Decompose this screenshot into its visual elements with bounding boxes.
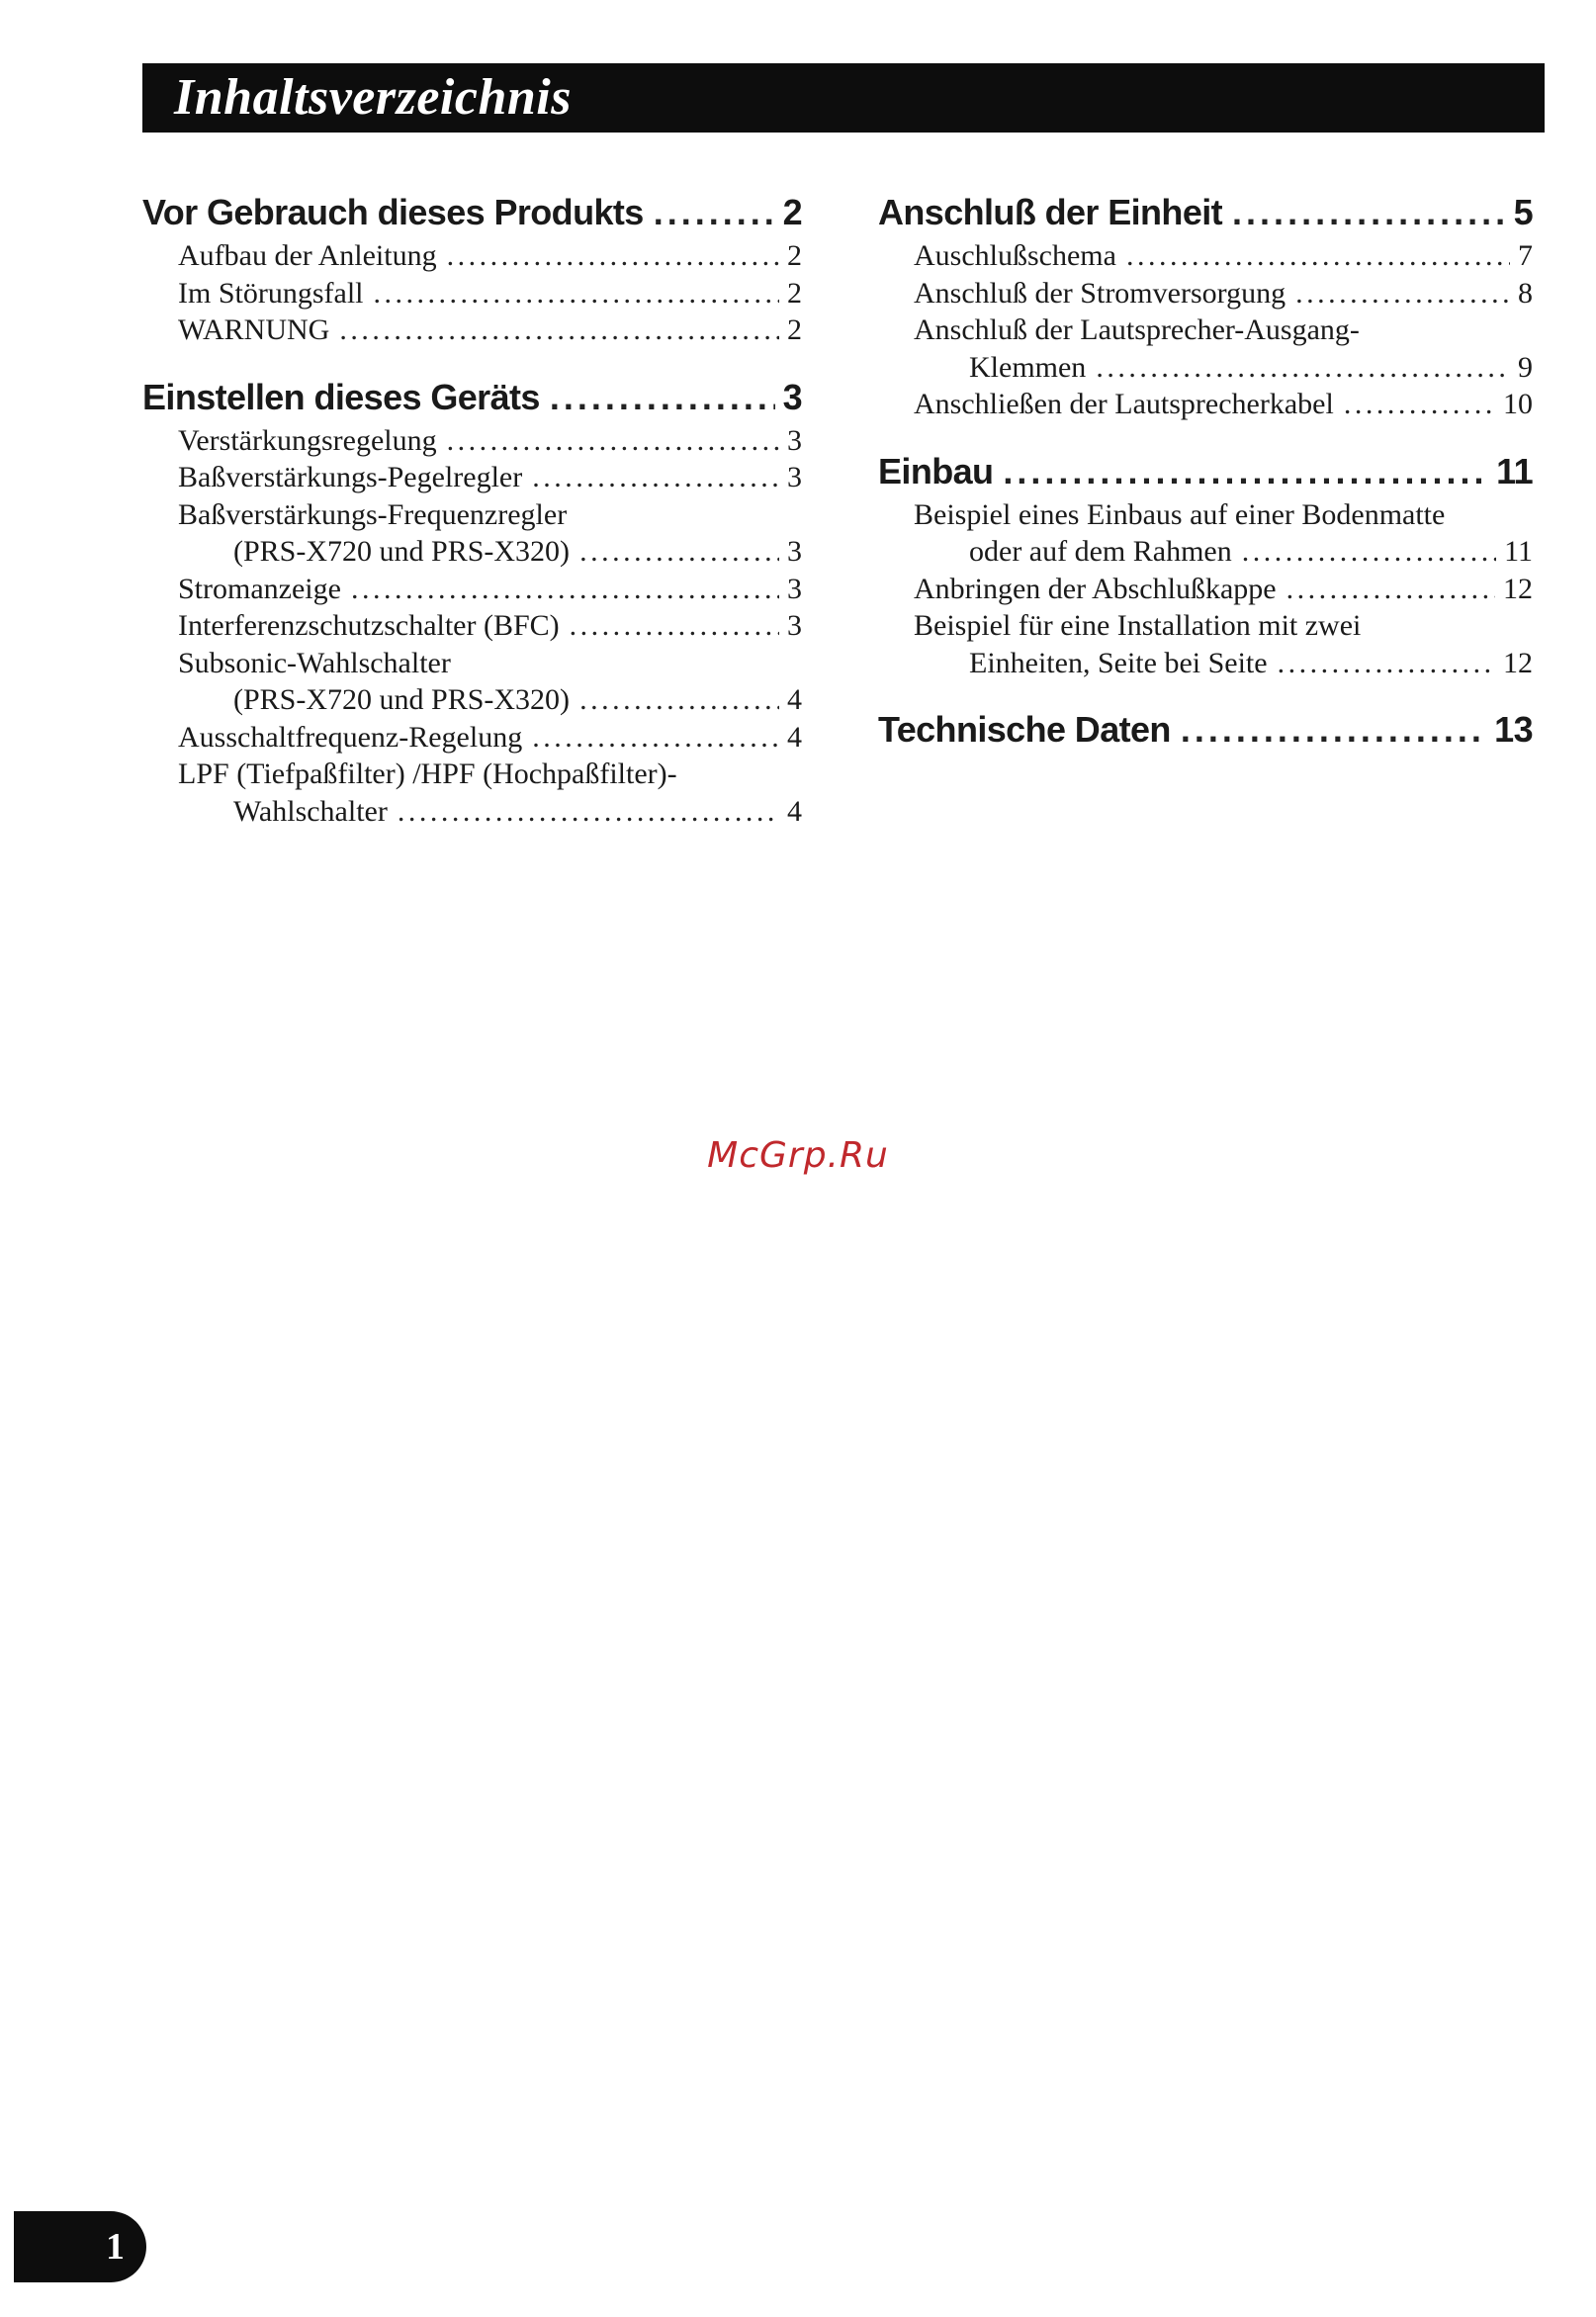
toc-entry-line <box>878 275 1533 312</box>
entry-page-number: 2 <box>787 239 802 272</box>
entry-page-number: 10 <box>1503 388 1533 420</box>
dot-leader <box>1181 705 1486 755</box>
entry-label: oder auf dem Rahmen <box>969 535 1232 568</box>
toc-entry[interactable] <box>142 422 802 460</box>
entry-page-number: 2 <box>787 313 802 346</box>
toc-section-heading[interactable] <box>142 373 802 422</box>
toc-entry[interactable] <box>878 312 1533 386</box>
section-page-number: 3 <box>782 376 802 417</box>
toc-entry-line <box>142 793 802 831</box>
toc-entry-line <box>878 571 1533 608</box>
toc-entry-line <box>878 349 1533 387</box>
toc-entry[interactable] <box>142 607 802 645</box>
dot-leader <box>1286 571 1495 608</box>
dot-leader <box>1278 645 1495 682</box>
entry-page-number: 12 <box>1503 646 1533 679</box>
dot-leader <box>374 275 780 312</box>
toc-entry[interactable] <box>878 237 1533 275</box>
toc-entry-line <box>878 237 1533 275</box>
entry-label: Aufbau der Anleitung <box>178 239 437 272</box>
dot-leader <box>654 188 775 237</box>
entry-label: Anschluß der Lautsprecher-Ausgang- <box>914 313 1360 346</box>
toc-entry-line <box>878 312 1533 349</box>
toc-section-heading[interactable] <box>142 188 802 237</box>
dot-leader <box>1344 386 1495 423</box>
entry-label: Interferenzschutzschalter (BFC) <box>178 609 560 642</box>
toc-entry-line <box>878 533 1533 571</box>
toc-entry[interactable] <box>142 645 802 719</box>
toc-section <box>878 705 1533 755</box>
toc-entry-line <box>142 607 802 645</box>
entry-label: Subsonic-Wahlschalter <box>178 646 451 679</box>
page-number-tab <box>14 2211 146 2282</box>
toc-entry[interactable] <box>878 607 1533 681</box>
entry-page-number: 4 <box>787 794 802 828</box>
section-title: Technische Daten <box>878 709 1171 750</box>
toc-section-heading[interactable] <box>878 705 1533 755</box>
entry-page-number: 4 <box>787 683 802 716</box>
toc-section-heading[interactable] <box>878 188 1533 237</box>
entry-label: Anbringen der Abschlußkappe <box>914 572 1277 605</box>
toc-entry-line <box>142 533 802 571</box>
entry-label: Stromanzeige <box>178 572 341 605</box>
toc-entry-line <box>142 237 802 275</box>
dot-leader <box>1096 349 1510 387</box>
entry-label: Ausschaltfrequenz-Regelung <box>178 720 523 754</box>
entry-label: (PRS-X720 und PRS-X320) <box>233 683 571 716</box>
entry-label: Anschluß der Stromversorgung <box>914 276 1286 310</box>
entry-label: Baßverstärkungs-Frequenzregler <box>178 497 568 531</box>
entry-page-number: 3 <box>787 572 802 605</box>
toc-right-column <box>878 188 1533 778</box>
toc-entry[interactable] <box>142 719 802 757</box>
entry-label: Auschlußschema <box>914 239 1116 272</box>
toc-entry[interactable] <box>878 275 1533 312</box>
toc-left-column <box>142 188 802 853</box>
dot-leader <box>532 719 779 757</box>
section-title: Anschluß der Einheit <box>878 192 1223 232</box>
dot-leader <box>1242 533 1496 571</box>
toc-entry-line <box>878 607 1533 645</box>
entry-label: Im Störungsfall <box>178 276 364 310</box>
toc-entry-line <box>142 422 802 460</box>
toc-entry-line <box>878 645 1533 682</box>
dot-leader <box>1126 237 1510 275</box>
entry-label: Beispiel eines Einbaus auf einer Bodenmatte <box>914 497 1446 531</box>
toc-entry[interactable] <box>142 496 802 571</box>
entry-label: Einheiten, Seite bei Seite <box>969 646 1268 679</box>
dot-leader <box>550 373 775 422</box>
dot-leader <box>339 312 779 349</box>
toc-entry-line <box>142 459 802 496</box>
toc-entry-line <box>142 645 802 682</box>
entry-page-number: 3 <box>787 423 802 457</box>
dot-leader <box>570 607 779 645</box>
entry-label: Beispiel für eine Installation mit zwei <box>914 609 1362 642</box>
toc-section <box>142 188 802 349</box>
toc-entry-line <box>878 386 1533 423</box>
dot-leader <box>1003 447 1488 496</box>
entry-label: Verstärkungsregelung <box>178 423 437 457</box>
title-bar <box>142 63 1545 133</box>
toc-entry[interactable] <box>142 756 802 830</box>
section-title: Einbau <box>878 450 994 491</box>
toc-entry-line <box>142 275 802 312</box>
entry-page-number: 8 <box>1518 276 1533 310</box>
toc-entry-line <box>142 312 802 349</box>
toc-section <box>142 373 802 831</box>
toc-section <box>878 188 1533 423</box>
entry-page-number: 11 <box>1504 535 1533 568</box>
toc-entry-line <box>142 571 802 608</box>
toc-entry-line <box>878 496 1533 534</box>
entry-label: Wahlschalter <box>233 794 388 828</box>
toc-entry[interactable] <box>142 312 802 349</box>
dot-leader <box>1232 188 1506 237</box>
section-title: Einstellen dieses Geräts <box>142 376 540 417</box>
dot-leader <box>447 237 779 275</box>
entry-label: (PRS-X720 und PRS-X320) <box>233 535 571 568</box>
dot-leader <box>351 571 779 608</box>
toc-entry[interactable] <box>878 571 1533 608</box>
entry-page-number: 2 <box>787 276 802 310</box>
toc-entry[interactable] <box>878 386 1533 423</box>
entry-label: LPF (Tiefpaßfilter) /HPF (Hochpaßfilter)- <box>178 757 677 790</box>
toc-entry[interactable] <box>142 237 802 275</box>
entry-page-number: 3 <box>787 609 802 642</box>
dot-leader <box>579 681 779 719</box>
entry-label: Baßverstärkungs-Pegelregler <box>178 461 523 493</box>
dot-leader <box>1295 275 1510 312</box>
section-title: Vor Gebrauch dieses Produkts <box>142 192 644 232</box>
toc-entry-line <box>142 756 802 793</box>
entry-page-number: 12 <box>1503 572 1533 605</box>
toc-entry-line <box>142 496 802 534</box>
dot-leader <box>579 533 779 571</box>
section-page-number: 13 <box>1494 709 1533 750</box>
watermark-text: McGrp.Ru <box>707 1135 889 1176</box>
entry-label: Anschließen der Lautsprecherkabel <box>914 388 1334 420</box>
dot-leader <box>398 793 779 831</box>
entry-page-number: 3 <box>787 461 802 493</box>
toc-entry-line <box>142 719 802 757</box>
section-page-number: 11 <box>1496 450 1533 491</box>
section-page-number: 2 <box>782 192 802 232</box>
toc-section <box>878 447 1533 682</box>
dot-leader <box>447 422 779 460</box>
dot-leader <box>532 459 779 496</box>
page-number: 1 <box>106 2226 125 2268</box>
entry-page-number: 4 <box>787 720 802 754</box>
section-page-number: 5 <box>1513 192 1533 232</box>
page-title: Inhaltsverzeichnis <box>174 69 572 126</box>
toc-section-heading[interactable] <box>878 447 1533 496</box>
entry-page-number: 3 <box>787 535 802 568</box>
entry-page-number: 9 <box>1518 350 1533 384</box>
entry-label: WARNUNG <box>178 313 330 346</box>
toc-entry[interactable] <box>142 459 802 496</box>
entry-page-number: 7 <box>1518 239 1533 272</box>
toc-entry[interactable] <box>142 571 802 608</box>
entry-label: Klemmen <box>969 350 1087 384</box>
toc-entry[interactable] <box>142 275 802 312</box>
toc-entry[interactable] <box>878 496 1533 571</box>
toc-entry-line <box>142 681 802 719</box>
